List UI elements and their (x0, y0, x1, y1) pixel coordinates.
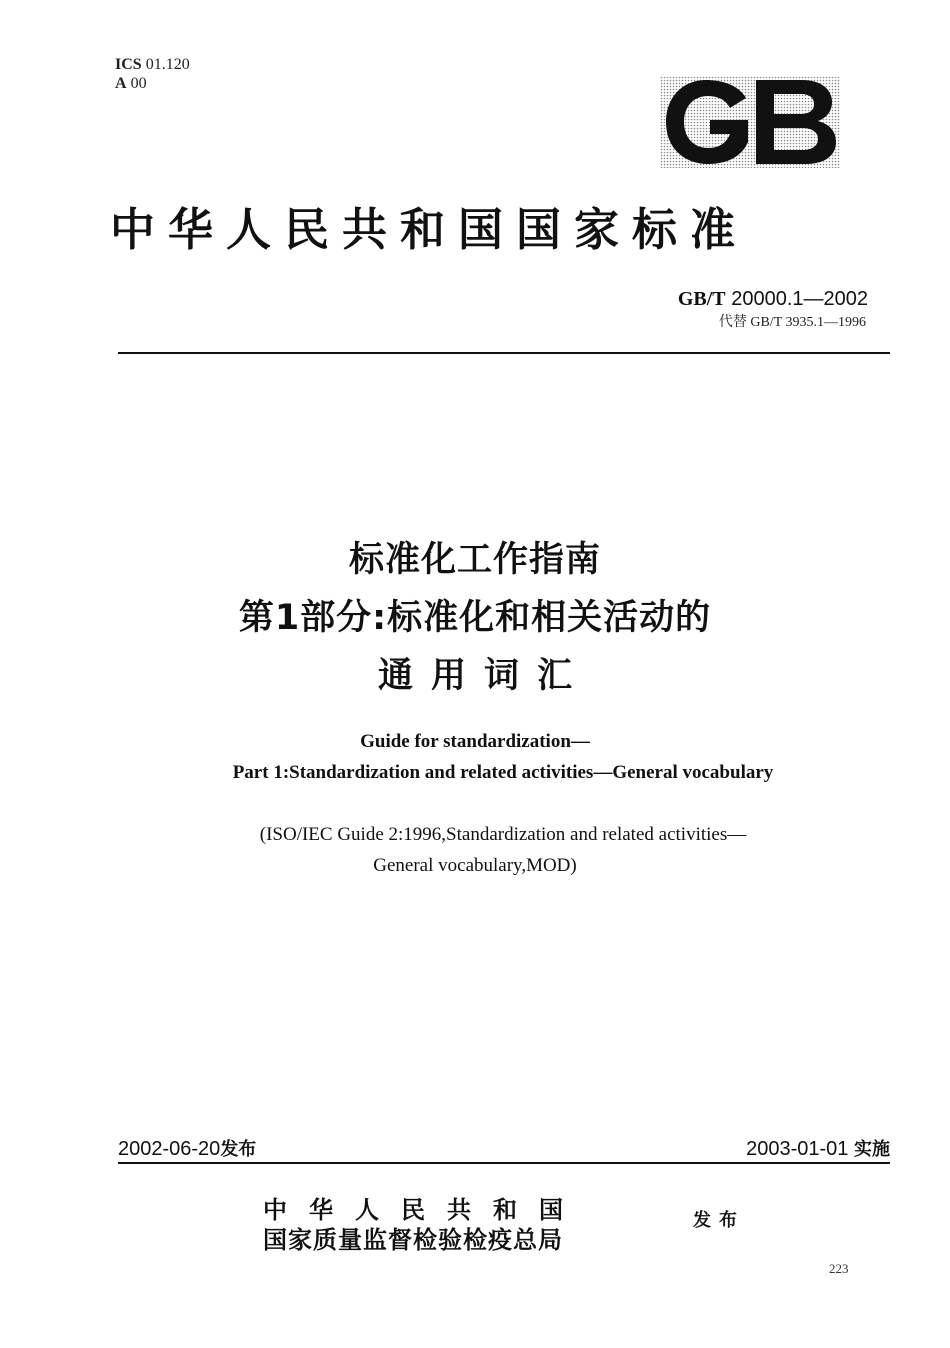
publish-label: 发布 (693, 1210, 745, 1231)
standard-number (678, 288, 868, 311)
implementation-date (746, 1135, 890, 1161)
impl-date-value: 2003-01-01 (746, 1138, 849, 1160)
standard-code: 20000.1—2002 (731, 288, 868, 310)
issue-date (118, 1135, 256, 1161)
classification-codes (115, 55, 190, 93)
title-en-line1: Guide for standardization— (360, 731, 590, 752)
iso-reference-line2: General vocabulary,MOD) (373, 855, 577, 876)
issue-date-value: 2002-06-20 (118, 1138, 221, 1160)
issuer-line1: 中华人民共和国 (263, 1196, 585, 1224)
title-cn-line2: 第1部分:标准化和相关活动的 (238, 598, 712, 638)
replaces-note: 代替 GB/T 3935.1—1996 (718, 315, 866, 330)
ccs-code: 00 (130, 75, 147, 92)
main-title: 中华人民共和国国家标准 (110, 203, 749, 256)
title-cn-line1: 标准化工作指南 (348, 540, 601, 580)
issuer-line2: 国家质量监督检验检疫总局 (263, 1226, 563, 1254)
impl-label: 实施 (854, 1139, 890, 1160)
standard-prefix: GB/T (677, 288, 726, 310)
issue-label: 发布 (220, 1139, 257, 1160)
ccs-prefix: A (115, 75, 127, 92)
page-number: 223 (829, 1261, 849, 1276)
top-divider (118, 352, 890, 354)
bottom-divider (118, 1162, 890, 1164)
ics-code: 01.120 (145, 56, 190, 73)
gb-logo (660, 76, 840, 168)
ics-prefix: ICS (115, 56, 142, 73)
iso-reference-line1: (ISO/IEC Guide 2:1996,Standardization and related activities— (259, 824, 747, 845)
title-en-line2: Part 1:Standardization and related activities—General vocabulary (232, 762, 774, 783)
title-cn-line3: 通用词汇 (377, 656, 590, 696)
